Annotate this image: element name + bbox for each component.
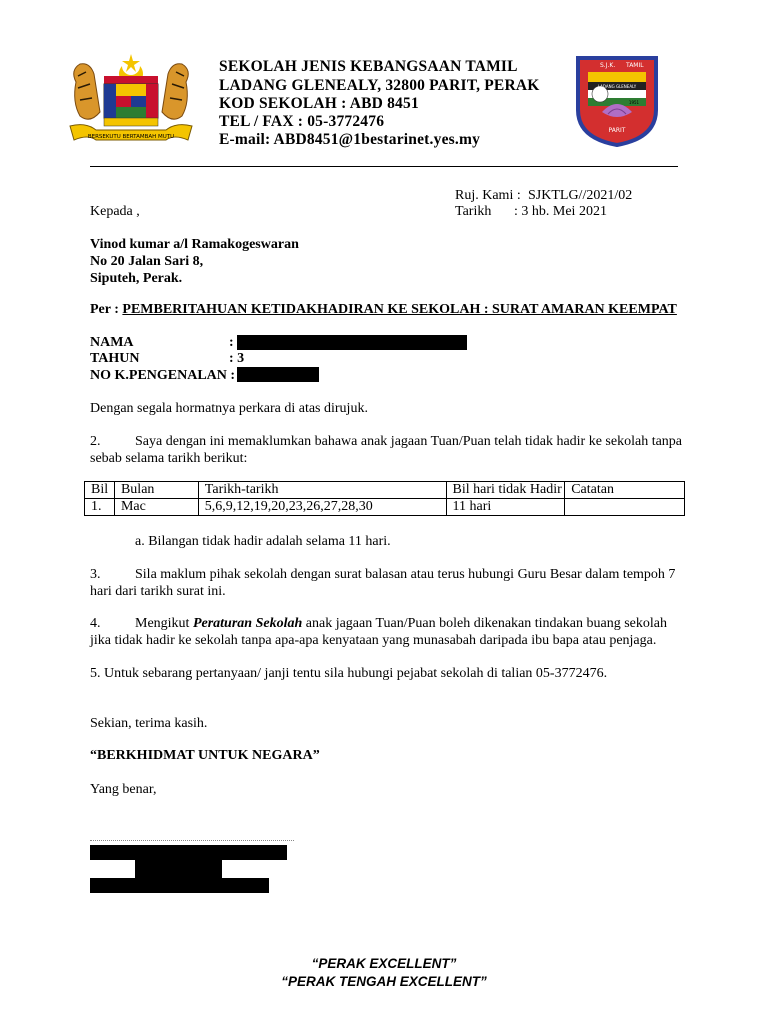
kepada-label: Kepada , [90,204,140,219]
school-address: LADANG GLENEALY, 32800 PARIT, PERAK [219,77,540,94]
school-phone: TEL / FAX : 05-3772476 [219,113,385,130]
redacted-signatory-mid [135,860,222,878]
redacted-signatory-name [90,845,287,860]
school-logo-year: 1951 [628,100,640,105]
ruj-label: Ruj. Kami : [455,188,521,203]
header-divider [90,166,678,167]
greeting: Dengan segala hormatnya perkara di atas dirujuk. [90,401,368,416]
col-header-tarikh: Tarikh-tarikh [198,482,446,499]
p5-line: 5. Untuk sebarang pertanyaan/ janji tentu sila hubungi pejabat sekolah di talian 05-3772476. [90,666,608,681]
footer-line-1: “PERAK EXCELLENT” [311,956,457,971]
ruj-value: SJKTLG//2021/02 [528,188,633,203]
subject-prefix: Per : [90,302,123,317]
recipient-address-2: Siputeh, Perak. [90,271,183,286]
nama-label: NAMA [90,335,134,350]
table-row [85,499,685,516]
absence-table [84,481,685,516]
note-a: a. Bilangan tidak hadir adalah selama 11 hari. [135,534,391,549]
redacted-name [237,335,467,350]
table-header-row [85,482,685,499]
school-logo-band: LADANG GLENEALY [597,84,637,89]
school-email: E-mail: ABD8451@1bestarinet.yes.my [219,131,481,148]
tarikh-label: Tarikh [455,204,492,219]
p3-line-2: hari dari tarikh surat ini. [90,584,226,599]
nama-colon: : [229,335,234,350]
cell-bil: 1. [85,499,115,516]
col-header-catatan: Catatan [565,482,685,499]
recipient-address-1: No 20 Jalan Sari 8, [90,254,204,269]
school-logo-text-top: S.J.K. [600,62,616,69]
yang-benar: Yang benar, [90,782,157,797]
recipient-name: Vinod kumar a/l Ramakogeswaran [90,237,299,252]
p4-pre: Mengikut [135,616,193,631]
crest-motto: BERSEKUTU BERTAMBAH MUTU [87,134,175,140]
cell-catatan [565,499,685,516]
p4-post: anak jagaan Tuan/Puan boleh dikenakan tindakan buang sekolah [302,616,667,631]
school-logo-text-top2: TAMIL [626,62,644,69]
p3-number: 3. [90,567,101,582]
redacted-signatory-title [90,878,269,893]
cell-bulan: Mac [114,499,198,516]
school-logo [572,52,662,147]
tarikh-value: : 3 hb. Mei 2021 [514,204,607,219]
p2-line-1: Saya dengan ini memaklumkan bahawa anak jagaan Tuan/Puan telah tidak hadir ke sekolah tanpa [135,434,683,449]
school-code: KOD SEKOLAH : ABD 8451 [219,95,419,112]
national-crest [66,52,196,148]
p4-emphasis: Peraturan Sekolah [192,616,303,631]
p4-line-1 [135,615,667,632]
closing: Sekian, terima kasih. [90,716,208,731]
col-header-bil-hari: Bil hari tidak Hadir [446,482,565,499]
col-header-bil: Bil [85,482,115,499]
col-header-bulan: Bulan [114,482,198,499]
cell-bil-hari: 11 hari [446,499,565,516]
p4-number: 4. [90,616,101,631]
school-name: SEKOLAH JENIS KEBANGSAAN TAMIL [219,58,518,75]
subject-line [90,301,677,318]
motto: “BERKHIDMAT UNTUK NEGARA” [90,748,320,763]
footer-line-2: “PERAK TENGAH EXCELLENT” [281,974,487,989]
school-logo-text-bottom: PARIT [608,127,626,134]
cell-tarikh: 5,6,9,12,19,20,23,26,27,28,30 [198,499,446,516]
ic-label: NO K.PENGENALAN : [90,368,236,383]
p3-line-1: Sila maklum pihak sekolah dengan surat balasan atau terus hubungi Guru Besar dalam tempoh 7 [135,567,676,582]
p2-number: 2. [90,434,101,449]
subject-text: PEMBERITAHUAN KETIDAKHADIRAN KE SEKOLAH : SURAT AMARAN KEEMPAT [122,302,677,317]
p2-line-2: sebab selama tarikh berikut: [90,451,248,466]
p4-line-2: jika tidak hadir ke sekolah tanpa apa-apa kenyataan yang munasabah daripada ibu bapa atau penjaga. [90,633,657,648]
redacted-ic [237,367,319,382]
tahun-value: : 3 [229,351,245,366]
tahun-label: TAHUN [90,351,140,366]
signature-line [90,840,294,841]
